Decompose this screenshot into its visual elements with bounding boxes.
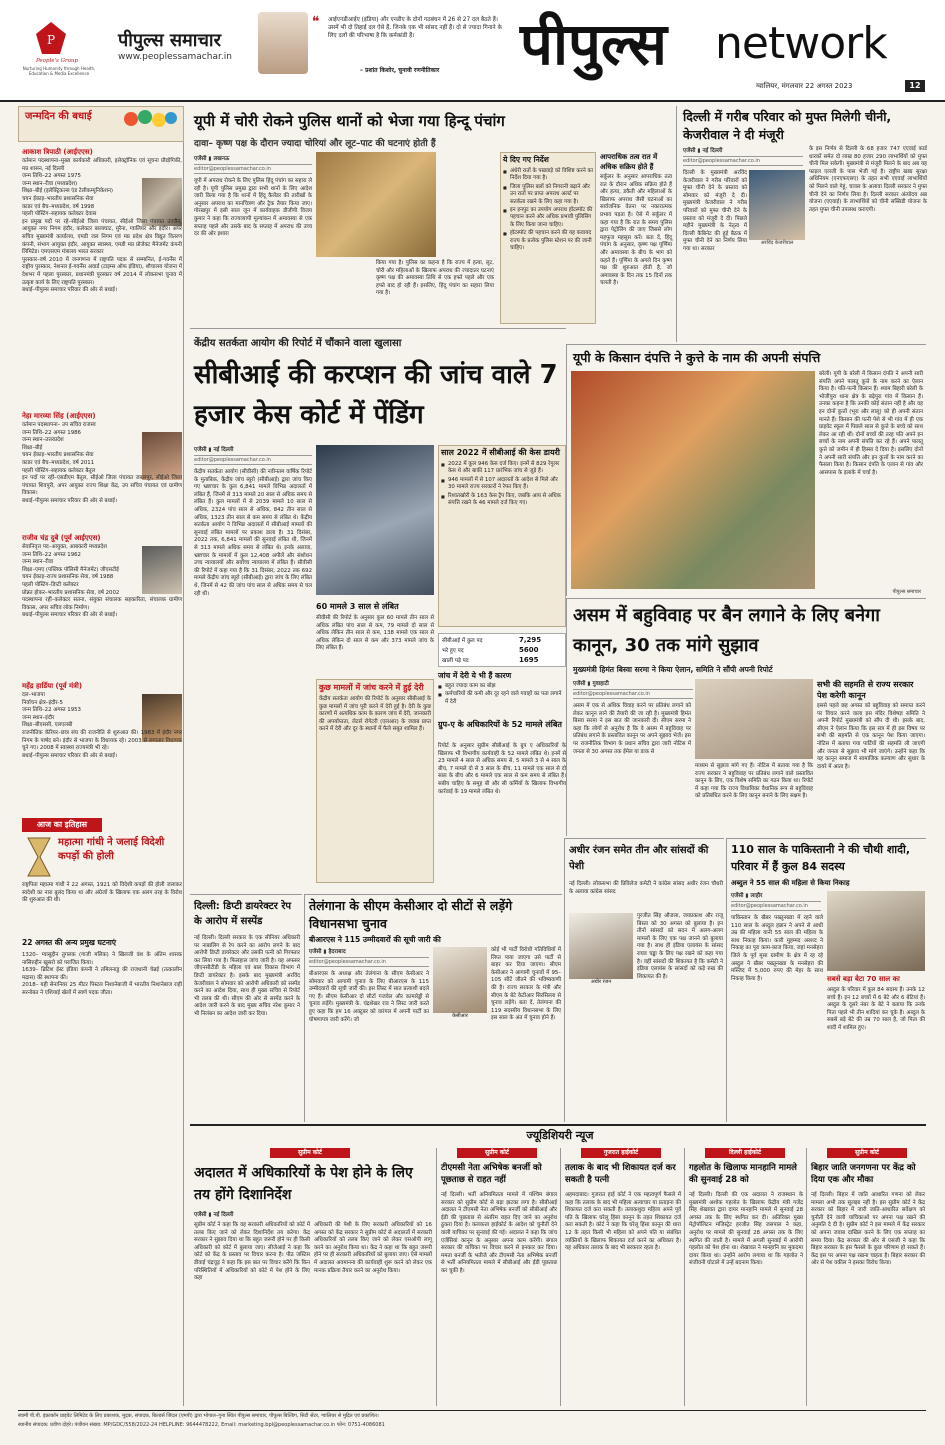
events-text: 1320– ग्यासुद्दीन तुगलक (गाजी मलिक) ने खिलजी वंश के अंतिम शासक नासिरुद्दीन खुसरो को पराजित किया। 1639– ब्रिटिश ईस्ट इंडिया कंपनी ने तमिलनाडु की राजधानी चेन्नई (तत्कालीन मद्रास) की स्थापना की। 2018– यही सेनानियर 25 मीटर पिस्टल निशानेबाजी में भारतीय निशानेबाज राही सरनोबत ने एशियाई खेलों में स्वर्ण पदक जीता। — [22, 952, 182, 996]
case-diary-item: ■ 946 मामलों में से 107 अदालतों के आदेश से मिले और 30 मामले राज्य सरकारों ने रेफर किए हैं। — [441, 477, 563, 492]
bday-name-3: राजीव चंद्र दुबे (पूर्व आईएएस) — [22, 534, 101, 542]
story-panchang-byline: एजेंसी ▮ लखनऊ — [194, 156, 230, 162]
story-cbi-title: सीबीआई की करप्शन की जांच वाले 7 हजार केस कोर्ट में पेंडिंग — [194, 360, 558, 430]
dog-couple-photo — [571, 371, 815, 589]
birthday-banner — [18, 106, 184, 142]
story-cbi — [190, 328, 566, 892]
kcr-body-1: बीआरएस के अध्यक्ष और तेलंगाना के सीएम केसीआर ने सोमवार को आगामी चुनाव के लिए बीआरएस के 115 उम्मीदवारों की सूची जारी की। इस लिस्ट में सात प्रत्याशी बदले गए हैं। सीएम केसीआर दो सीटों गजवेल और कामारेड्डी से चुनाव लड़ेंगे। मुख्यमंत्री के. चंद्रशेखर राव ने लिस्ट जारी करते हुए कहा कि हम 16 अक्टूबर को वारंगल में अपनी पार्टी का घोषणापत्र जारी करेंगे। जो — [309, 971, 431, 1023]
site-url: www.peoplessamachar.in — [118, 52, 232, 62]
story-sugar-title: दिल्ली में गरीब परिवार को मुफ्त मिलेगी चीनी, केजरीवाल ने दी मंजूरी — [683, 109, 892, 142]
page-number: 12 — [905, 80, 925, 92]
story-panchang-email: editor@peoplessamachar.co.in — [194, 164, 312, 174]
judiciary-body-1b: अधिकारी की पेशी के लिए सरकारी अधिकारियों को 16 अगस्त को केंद्र सरकार ने सुप्रीम कोर्ट से अदालतों में सरकारी अधिकारियों को तलब किए जाने को लेकर एसओपी लागू करने का अनुरोध किया था। केंद्र ने कहा था कि बहुत जरूरी होने पर ही सरकारी अधिकारियों को बुलाया जाए। ऐसे मामलों में अदालत अवमानना की कार्यवाही शुरू करने को लेकर एक मानक प्रक्रिया तैयार करने का अनुरोध किया। — [314, 1222, 434, 1274]
adhir-caption: अधीर रंजन — [590, 979, 612, 985]
balloon-icon — [119, 109, 179, 141]
judiciary-body-3: अहमदाबाद। गुजरात हाई कोर्ट ने एक महत्वपूर्ण फैसले में कहा कि तलाक के बाद भी महिला अत्याचार या प्रताड़ना की शिकायत दर्ज करा सकती है। तलाकशुदा महिला अपने पूर्व पति के खिलाफ घरेलू हिंसा कानून के तहत शिकायत दर्ज करा सकती है। कोर्ट ने कहा कि घरेलू हिंसा कानून की धारा 12 के तहत किसी भी महिला को अपने पति या संबंधित व्यक्तियों के खिलाफ शिकायत दर्ज करने का अधिकार है। यह अधिकार तलाक के बाद भी बरकरार रहता है। — [565, 1192, 683, 1252]
judiciary-title-4: गहलोत के खिलाफ मानहानि मामले की सुनवाई 28 को — [689, 1163, 797, 1185]
pakistani-body-1: पाकिस्तान के खैबर पख्तूनख्वा में रहने वाले 110 साल के अब्दुल हन्नान ने अपने से आधी उम्र की महिला यानी 55 साल की महिला के साथ निकाह किया। कारी मुहम्मद अरशद ने निकाह का पूरा काम-काज किया, जहां मनसेहरा जिले के पूर्व मूसा ग्रामीण के क्षेत्र में रह रहे अब्दुल ने खैबर पख्तूनख्वा के मनसेहरा की मस्जिद में 5,000 रुपए की मेहर के साथ निकाह किया है। — [731, 915, 825, 982]
delay-text: केंद्रीय सतर्कता आयोग की रिपोर्ट के अनुसार सीबीआई के कुछ मामलों में जांच पूरी करने में देरी हुई है। देरी के कुछ कारणों में अत्यधिक काम के कारण जांच में देरी, जानकारी की अपर्याप्तता, लेटर्स रोगेटरी (एलआर) के जवाब प्राप्त करने में देरी और दूर के स्थानों में फैले सबूत शामिल हैं। — [319, 696, 433, 733]
group-a-text: रिपोर्ट के अनुसार सुप्रीम सीबीआई के ग्रुप ए अधिकारियों के खिलाफ भी विभागीय कार्यवाही के 52 मामले लंबित थे। इनमें से 23 मामले 4 साल से अधिक समय से, 5 मामले 3 से 4 साल के बीच, 7 मामले दो से 3 साल के बीच, 11 मामले एक साल से दो साल के बीच और 6 मामले एक साल से कम समय से लंबित हैं। सबीय चाहिए के समूह बी और सी कर्मियों के खिलाफ विभागीय कार्रवाई के 19 मामले लंबित थे। — [438, 743, 568, 795]
stat-label: भरे हुए पद — [442, 648, 464, 654]
history-text: राष्ट्रपिता महात्मा गांधी ने 22 अगस्त, 1921 को विदेशी कपड़ों की होली जलाकर स्वदेशी का नारा बुलंद किया था और अंग्रेजों के खिलाफ एक अलग तरह के विरोध की शुरुआत की थी। — [22, 882, 184, 904]
stat-label: खाली पड़े पद — [442, 658, 469, 664]
group-a-title: ग्रुप-ए के अधिकारियों के 52 मामले लंबित — [438, 720, 562, 729]
quote-author: – प्रशांत किशोर, चुनावी रणनीतिकार — [360, 67, 440, 74]
pakistani-title: 110 साल के पाकिस्तानी ने की चौथी शादी, परिवार में हैं कुल 84 सदस्य — [731, 843, 911, 873]
delay-title: कुछ मामलों में जांच करने में हुई देरी — [319, 683, 424, 692]
story-pakistani — [726, 838, 926, 1122]
story-dog-property — [566, 344, 926, 596]
deputy-director-body: नई दिल्ली। दिल्ली सरकार के एक सीनियर अधिकारी पर नाबालिग से रेप करने का आरोप लगने के बाद आरोपी डिप्टी डायरेक्टर और उसकी पत्नी को गिरफ्तार कर लिया गया है। फिलहाल जांच जारी है। यह अफसर जीएनसीटीडी के महिला एवं बाल विकास विभाग में डिप्टी डायरेक्टर है। इसके बाद मुख्यमंत्री अरविंद केजरीवाल ने सोमवार को आरोपी अधिकारी को सस्पेंड करने का आदेश दिया, साथ ही मुख्य सचिव से रिपोर्ट भी तलब की थी। सीएम की ओर से सस्पेंड करने के आदेश जारी करने के बाद मुख्य सचिव नरेश कुमार ने भी निलंबन का आदेश जारी कर दिया। — [194, 935, 302, 1017]
story-assam-byline: एजेंसी ▮ गुवाहाटी — [573, 681, 609, 687]
case-diary-title: साल 2022 में सीबीआई की केस डायरी — [441, 448, 560, 457]
judiciary-card-1 — [190, 1148, 434, 1406]
case-diary-item: ■ रिश्वतखोरी के 163 केस ट्रैप किए, जबकि आय से अधिक संपत्ति रखने के 46 मामले दर्ज किए गए। — [441, 493, 563, 508]
directions-box — [500, 152, 596, 324]
direction-item: ■ अंधेरी रातों के पखवाड़े को विशिष्ट करने का निर्देश दिया गया है। — [503, 168, 593, 183]
imprint-line-2: स्थानीय संपादक: प्रवीण दोहरे। पंजीयन संख्या: MP/GDC/558/2022-24 HELPLINE: 9644478222, Email: marketing.bpl@peoplessamachar.co.in फोन: 0751-4086081 — [18, 1422, 385, 1428]
stat-value: 5600 — [519, 646, 539, 654]
delay-box — [316, 679, 434, 883]
delay-reason-list — [438, 683, 566, 707]
masthead — [0, 0, 945, 102]
stat-value: 7,295 — [519, 636, 542, 644]
bday-name-1: आकाश त्रिपाठी (आईएएस) — [22, 148, 93, 156]
brand-english: network — [715, 18, 887, 69]
story-cbi-byline: एजेंसी ▮ नई दिल्ली — [194, 447, 234, 453]
story-assam-email: editor@peoplessamachar.co.in — [573, 689, 693, 699]
kcr-email: editor@peoplessamachar.co.in — [309, 957, 429, 967]
crime-side-text: सर्कुलर के अनुसार आपराधिक तत्व रात के दौरान अधिक सक्रिय होते हैं और हत्या, डकैती और महिलाओं के खिलाफ अपराध जैसी घटनाओं का सार्वजनिक वेतना पर नकारात्मक प्रभाव पड़ता है। ऐसे में सर्कुलर में कहा गया है कि रात के समय पुलिस द्वारा पेट्रोलिंग की जाए जिससे लोग महफूज महसूस करें। बता दें, हिंदू पंचांग के अनुसार, कृष्ण पक्ष पूर्णिमा और अमावस्या के बीच के भाग को कहते हैं। पूर्णिमा के अगले दिन कृष्ण पक्ष की शुरुआत होती है, जो अमावस्या के दिन तक 15 दिनों तक चलती है। — [600, 174, 674, 287]
deputy-director-title: दिल्ली: डिप्टी डायरेक्टर रेप के आरोप में सस्पेंड — [194, 901, 292, 927]
story-panchang-body-2: किया गया है। पुलिस का कहना है कि राज्य में हत्या, लूट, चोरी और महिलाओं के खिलाफ अपराध की ज्यादातर घटनाएं कृष्ण पक्ष की अमावस्या तिथि से एक हफ्ते पहले और एक हफ्ते बाद हो रही हैं। इसलिए, हिंदू पंचांग का सहारा लिया गया है। — [376, 260, 496, 297]
pakistani-body-2: अब्दुल के परिवार में कुल 84 सदस्य हैं। उनके 12 बच्चे हैं। इन 12 बच्चों में 6 बेटे और 6 बेटियां हैं। अब्दुल के दूसरे नंबर के बेटे ने बताया कि उनके पिता पहले भी तीन शादियां कर चुके हैं। अब्दुल के सबसे बड़े बेटे की उम्र 70 साल है, जो पिता की शादी में शामिल हुए। — [827, 987, 927, 1031]
direction-item: ■ हॉटस्पॉट की पहचान करने की यह कवायद राज्य के प्रत्येक पुलिस स्टेशन पर की जानी चाहिए। — [503, 230, 593, 252]
imprint-footer — [18, 1410, 926, 1436]
kcr-deck: बीआरएस ने 115 उम्मीदवारों की सूची जारी की — [309, 935, 441, 944]
kejriwal-photo — [749, 170, 805, 240]
kcr-byline: एजेंसी ▮ हैदराबाद — [309, 949, 346, 955]
court-tag: सुप्रीम कोर्ट — [270, 1148, 350, 1158]
pakistani-email: editor@peoplessamachar.co.in — [731, 901, 821, 911]
cbi-officer-photo — [316, 445, 434, 595]
story-sugar-byline: एजेंसी ▮ नई दिल्ली — [683, 148, 723, 154]
adhir-body-2: गुरजीत सिंह औजला, जयप्रकाश और राजू बिस्ता को 30 अगस्त को बुलाया है। इन तीनों सांसदों को सदन में अलग-अलग मामलों के लिए एक पक्ष जानने को बुलाया गया है। साथ ही इंडिया एलायंस के सांसद राघव चड्ढा के लिए पक्ष रखने को कहा गया है। वहीं सांसदों की शिकायत है कि कमेटी ने इंडिया एलायंस के सांसदों को कड़े रुख की शिकायत की है। — [637, 913, 725, 980]
crime-side-title: आपराधिक तत्व रात में अधिक सक्रिय होते हैं — [600, 153, 658, 171]
dateline: ग्वालियर, मंगलवार 22 अगस्त 2023 — [756, 82, 853, 90]
kcr-photo — [433, 947, 487, 1013]
stat-label: सीबीआई में कुल पद — [442, 638, 483, 644]
paper-name: पीपुल्स समाचार — [118, 30, 221, 51]
story-deputy-director — [190, 894, 302, 1122]
history-tag: आज का इतिहास — [22, 818, 102, 832]
kcr-caption: केसीआर — [452, 1013, 468, 1019]
story-sugar — [676, 106, 929, 342]
stat-value: 1695 — [519, 656, 539, 664]
wedding-photo — [827, 891, 925, 971]
court-tag: सुप्रीम कोर्ट — [827, 1148, 907, 1158]
story-dog-body: बरेली। यूपी के बरेली में किसान दंपति ने अपनी सारी संपत्ति अपने पालतू कुत्ते के नाम करने का ऐलान किया है। पति-पत्नी किसान हैं। श्याम बिहारी बरेली के भोजीपुरा थाना क्षेत्र के बढ़ेपुरा गांव में किसान हैं। उनका कहना है कि उनकी कोई संतान नहीं है और वह इन दोनों कुत्तों (भूरा और लालू) को ही अपनी संतान मानते हैं। किसान की पत्नी पेशे से भी गांव में ही एक प्राइवेट स्कूल में पिछले साल से कुत्ते के बच्चे को साथ लेकर आ रही थीं। दोनों बच्चों की तरह पति अपने इन बच्चों के नाम अपनी संपत्ति कर रहे हैं। अपने पालतू कुत्ते को जमीन में ही हिस्सा दे दिया है। इसलिए दोनों ने अपनी सारी संपत्ति और इन कुत्तों के नाम करने का फैसला किया है। किसान दंपति के एलान से गांव और आसपास के इलाके में चर्चा है। — [819, 371, 925, 476]
adhir-body-1: नई दिल्ली। लोकसभा की प्रिविलेज कमेटी ने कांग्रेस सांसद अधीर रंजन चौधरी के अलावा कांग्रेस सांसद — [569, 881, 725, 895]
story-adhir — [564, 838, 724, 1122]
judiciary-body-1a: सुप्रीम कोर्ट ने कहा कि वह सरकारी अधिकारियों को कोर्ट में तलब किए जाने को लेकर दिशानिर्देश तय करेगा। केंद्र सरकार ने सुझाव दिया था कि बहुत जरूरी होने पर ही किसी अधिकारी को कोर्ट में बुलाया जाए। सीजेआई ने कहा कि कोर्ट को केंद्र के प्रस्ताव पर विचार करना है। पीठ जस्टिस डीवाई चंद्रचूड़ ने कहा कि इस बात पर विचार करेंगे कि किन परिस्थितियों में अधिकारियों को कोर्ट में पेश होने के लिए कहा — [194, 1222, 312, 1282]
case-diary-list — [441, 461, 563, 507]
court-tag: दिल्ली हाईकोर्ट — [705, 1148, 785, 1158]
story-assam-body-1: असम में एक से अधिक विवाह करने पर प्रतिबंध लगाने को लेकर कानून लाने की तैयारी की जा रही है। मुख्यमंत्री हिमंत बिस्वा सरमा ने इस बात की जानकारी दी। सीएम सरमा ने कहा कि लोगों से अनुरोध है कि वे असम में बहुविवाह पर प्रतिबंध लगाने के प्रस्तावित कानून पर अपने सुझाव भेजें। इस पर राजनीतिक विभाग के प्रधान सचिव द्वारा जारी नोटिस में जनता से 30 अगस्त तक ईमेल या डाक से — [573, 703, 693, 755]
pakistani-deck: अब्दुल ने 55 साल की महिला से किया निकाह — [731, 879, 850, 887]
pakistani-byline: एजेंसी ▮ लाहौर — [731, 893, 763, 899]
bday-text-3: सेवानिवृत्त पद–आयुक्त, आबकारी मध्यप्रदेश जन्म तिथि–22 अगस्त 1962 जन्म स्थान–रीवा शिक्षा–एमए (पब्लिक पॉलिसी मैनेजमेंट) जीएसटीई चयन ईकाइ–राज्य प्रशासनिक सेवा, वर्ष 1988 पहली पोस्टिंग–डिप्टी कलेक्टर प्रोन्नत होकर–भारतीय प्रशासनिक सेवा, वर्ष 2002 पदस्थापना रहीं–कलेक्टर सतना, संयुक्त संचालक सहकारिता, संचालक ग्रामीण विकास, अपर सचिव लोक निर्माण। बधाई–पीपुल्स समाचार परिवार की ओर से बधाई। — [22, 544, 182, 619]
judiciary-header: ज्यूडिशियरी न्यूज — [526, 1129, 594, 1142]
story-panchang — [190, 106, 672, 326]
quote-portrait — [258, 12, 308, 74]
adhir-photo — [569, 913, 633, 979]
judiciary-card-5 — [806, 1148, 926, 1406]
case-diary-box — [438, 445, 566, 627]
staff-stats — [438, 633, 566, 667]
group-tagline: Nurturing Humanity through Health, Education & Media Excellence — [22, 66, 96, 76]
kejriwal-caption: अरविंद केजरीवाल — [760, 240, 794, 246]
bday-text-4: दल–भाजपा निर्वाचन क्षेत्र–इंदौर-5 जन्म तिथि–22 अगस्त 1953 जन्म स्थान–इंदौर शिक्षा–बीएससी, एलएलबी राजनीतिक कॅरियर–छात्र संघ की राजनीति से शुरुआत की। 1983 में इंदौर नगर निगम के पार्षद बने। इंदौर से भाजपा के विधायक रहे। 2003 से लगातार विधायक चुने गए। 2008 में स्वास्थ्य राज्यमंत्री भी रहे। बधाई–पीपुल्स समाचार परिवार की ओर से बधाई। — [22, 692, 182, 759]
story-panchang-body-1: यूपी में अपराध रोकने के लिए पुलिस हिंदू पंचांग का सहारा ले रही है। यूपी पुलिस प्रमुख द्वारा सभी थानों के लिए आदेश जारी किया गया है कि थानों में हिंदू कैलेंडर की तारीखों के अनुसार अपराध का मानचित्रण और ट्रैक तैयार किया जाए। गोरखपुर में इसी साल जून में कार्यवाहक डीजीपी विजय कुमार ने कहा कि राज्यव्यापी मूल्यांकन में अमावस्या से एक सप्ताह पहले और उसके बाद के सप्ताह में अपराध की उच्च दर की ओर इशारा — [194, 178, 314, 238]
judiciary-section — [190, 1124, 926, 1404]
directions-list — [503, 168, 593, 252]
history-title: महात्मा गांधी ने जलाई विदेशी कपड़ों की होली — [58, 837, 165, 862]
story-panchang-title: यूपी में चोरी रोकने पुलिस थानों को भेजा गया हिन्दू पंचांग — [194, 112, 505, 130]
story-panchang-deck: दावा– कृष्ण पक्ष के दौरान ज्यादा चोरियां और लूट–पाट की घटनाएं होती हैं — [194, 139, 436, 149]
story-assam — [566, 598, 926, 836]
brand-hindi: पीपुल्स — [520, 10, 667, 78]
svg-text:P: P — [46, 33, 56, 47]
directions-title: ये दिए गए निर्देश — [503, 155, 549, 164]
kcr-body-2: कोई भी पार्टी विरोधी गतिविधियों में लिप्त पाया जाएगा उसे पार्टी से बाहर कर दिया जाएगा। सीएम केसीआर ने आगामी चुनावों में 95–105 सीटें जीतने की भविष्यवाणी की है। राज्य सरकार के मंत्री और सीएम के बेटे केटीआर सिरसिल्ला से चुनाव लड़ेंगे। बता दें, तेलंगाना की 119 सदस्यीय विधानसभा के लिए इस साल के अंत में चुनाव होने हैं। — [491, 947, 563, 1022]
direction-item: ■ जिला पुलिस बलों को निगरानी बढ़ाने और उन रातों पर प्राप्त अपराध अलर्ट पर सतर्कता रखने के लिए कहा गया है। — [503, 184, 593, 206]
story-cbi-body: केंद्रीय सतर्कता आयोग (सीवीसी) की नवीनतम वार्षिक रिपोर्ट के मुताबिक, केंद्रीय जांच ब्यूरो (सीबीआई) द्वारा जांच किए गए भ्रष्टाचार के कुल 6,841 मामले विभिन्न अदालतों में लंबित हैं, जिनमें से 313 मामले 20 साल से अधिक समय से लंबित हैं। कुल मामलों में से 2039 मामले 10 साल से अधिक, 2324 पांच साल से अधिक, 842 तीन साल से अधिक, 1323 तीन साल से कम समय से लंबित थे। केंद्रीय सतर्कता आयोग ने विभिन्न अदालतों में सीबीआई मामलों की सुनवाई लंबित मामलों पर प्रकाश डाला है। 31 दिसंबर, 2022 तक, 6,841 मामलों की सुनवाई लंबित थी, जिनमें से 313 मामले अधिक समय से लंबित थे। इनके अलावा, भ्रष्टाचार के मामलों में कुल 12,408 अपीलें और संशोधन उच्च न्यायालयों और सर्वोच्च न्यायालय में लंबित हैं। सीवीसी की रिपोर्ट में कहा गया है कि 31 दिसंबर, 2022 तक 692 मामले केंद्रीय जांच ब्यूरो (सीबीआई) द्वारा जांच के लिए लंबित थे, जिनमें से 42 की जांच पांच साल से अधिक समय से चल रही थी। — [194, 469, 314, 597]
judiciary-card-4 — [684, 1148, 804, 1406]
story-cbi-kicker: केंद्रीय सतर्कता आयोग की रिपोर्ट में चौंकाने वाला खुलासा — [194, 338, 402, 349]
judiciary-card-2 — [436, 1148, 558, 1406]
assam-side-text: इससे पहले छह अगस्त को बहुविवाह को समाप्त करने पर विचार करने वाला इस मंदिर विशेषज्ञ समिति ने अपनी रिपोर्ट मुख्यमंत्री को सौंप दी थी। इसके बाद, सीएम ने ऐलान किया कि इस सत्र में ही इस विषय पर सभी की सहमति से एक कानून पेश किया जाएगा। नोटिस में बताया गया पार्टियों की सहमति ली जाएगी और जनता से सुझाव भी मांगे जाएंगे। उन्होंने कहा कि यह कानून समाज में सामाजिक कल्याण और सुधार के दायरे में आता है। — [817, 703, 927, 770]
story-sugar-email: editor@peoplessamachar.co.in — [683, 156, 803, 166]
judiciary-body-2: नई दिल्ली। भर्ती अनियमितता मामले में पश्चिम बंगाल सरकार को सुप्रीम कोर्ट से बड़ा झटका लगा है। सीबीआई अदालत ने टीएमसी नेता अभिषेक बनर्जी को सीबीआई और ईडी की पूछताछ से अंतरिम राहत दिए जाने का अनुरोध ठुकरा दिया है। कलकत्ता हाईकोर्ट के आदेश को चुनौती देने वाली याचिका पर सुनवाई की गई। अदालत ने कहा कि जांच एजेंसियां कानून के अनुसार अपना काम करेंगी। बंगाल सरकार की याचिका पर विचार करने से इनकार कर दिया। ममता बनर्जी के भतीजे और टीएमसी नेता अभिषेक बनर्जी से भर्ती अनियमितता मामले में सीबीआई और ईडी पूछताछ कर चुकी है। — [441, 1192, 559, 1274]
imprint-line-1: स्वामी पी.पी. इंफ्राकॉन प्राइवेट लिमिटेड के लिए प्रकाशक, मुद्रक, संपादक, बिल्डर्स जिंदल (एमपी) द्वारा भोपाल–गुना स्थित पीपुल्स समाचार, पीपुल्स बिल्डिंग, सिटी सेंटर, ग्वालियर से मुद्रित एवं प्रकाशित। — [18, 1413, 379, 1419]
assam-side-title: सभी की सहमति से राज्य सरकार पेश करेगी कानून — [817, 680, 914, 700]
events-title: 22 अगस्त की अन्य प्रमुख घटनाएं — [22, 938, 116, 947]
himanta-photo — [695, 679, 813, 759]
police-uniform-photo — [316, 152, 436, 257]
judiciary-byline-1: एजेंसी ▮ नई दिल्ली — [194, 1212, 234, 1218]
bday-name-2: नेहा मारव्या सिंह (आईएएस) — [22, 412, 96, 420]
kcr-title: तेलंगाना के सीएम केसीआर दो सीटों से लड़ेंगे विधानसभा चुनाव — [309, 898, 513, 931]
judiciary-title-1: अदालत में अधिकारियों के पेश होने के लिए तय होंगे दिशानिर्देश — [194, 1165, 413, 1203]
delay-reason-item: ■ कर्मचारियों की कमी और दूर रहने वाले गवाहों का पता लगाने में देरी — [438, 691, 566, 706]
court-tag: सुप्रीम कोर्ट — [457, 1148, 537, 1158]
peoples-group-logo — [30, 20, 72, 56]
story-sugar-body-1: दिल्ली के मुख्यमंत्री अरविंद केजरीवाल ने गरीब परिवारों को मुफ्त चीनी देने के प्रस्ताव को सोमवार को मंजूरी दे दी। मुख्यमंत्री केजरीवाल ने गरीब परिवारों को मुफ्त चीनी देने के प्रस्ताव को मंजूरी दे दी। पिछले महीने मुख्यमंत्री के नेतृत्व में दिल्ली कैबिनेट की हुई बैठक में मुफ्त चीनी देने का निर्णय लिया गया था। सरकार — [683, 170, 749, 252]
quote-text: आईएनडीआईए (इंडिया) और एनडीए के दोनों गठबंधन में 26 से 27 दल बैठते हैं। उसमें भी दो तिहाई दल ऐसे हैं, जिनके एक भी सांसद नहीं हैं। दो से ज्यादा गिनाने के लिए दलों की परिभाषा है कि कर्मकांडी हैं। — [328, 17, 502, 39]
pending-60-title: 60 मामले 3 साल से लंबित — [316, 602, 399, 611]
bday-text-1: वर्तमान पदस्थापना–मुख्य कार्यकारी अधिकारी, इलेक्ट्रॉनिक एवं सूचना प्रौद्योगिकी, मप्र शासन, नई दिल्ली जन्म तिथि–22 अगस्त 1975 जन्म स्थान–रीवा (मध्यप्रदेश) शिक्षा–बीई (इलेक्ट्रिकल्स एंड टेलीकम्यूनिकेशन) चयन ईकाइ–भारतीय प्रशासनिक सेवा काडर एवं बैच–मध्यप्रदेश, वर्ष 1998 पहली पोस्टिंग–सहायक कलेक्टर देवास इन प्रमुख पदों पर रहे–सीईओ जिला पंचायत, सीईओ जिला पंचायत उज्जैन, आयुक्त नगर निगम इंदौर, कलेक्टर बालाघाट, मुरैना, ग्वालियर और इंदौर। अपर सचिव मुख्यमंत्री कार्यालय, एमडी जल निगम एवं मप्र प्रदेश क्षेत्र विद्युत वितरण कंपनी, संभाग आयुक्त इंदौर, आयुक्त स्वास्थ्य, एमडी मप्र प्रोजेक्ट मैनेजमेंट कंपनी लिमिटेड। एमएसएम मंत्रालय भारत सरकार पुरस्कार–वर्ष 2010 में जनगणना में राष्ट्रपति पदक से सम्मानित, ई-गवर्नेंस में राष्ट्रीय पुरस्कार, नेशनल ई-गवर्नेंस अवार्ड (टाइम्स ऑफ इंडिया), शौचालय योजना में देशभर में पहला पुरस्कार, प्रधानमंत्री पुरस्कार वर्ष 2014 में लोकसभा चुनाव में उत्कृष्ट कार्य के लिए राष्ट्रपति पुरस्कार। बधाई–पीपुल्स समाचार परिवार की ओर से बधाई। — [22, 158, 182, 294]
story-assam-deck: मुख्यमंत्री हिमंत बिस्वा सरमा ने किया ऐलान, समिति ने सौंपी अपनी रिपोर्ट — [573, 665, 773, 674]
hourglass-icon — [24, 836, 54, 878]
story-assam-body-2: माध्यम से सुझाव मांगे गए हैं। नोटिस में बताया गया है कि राज्य सरकार ने बहुविवाह पर प्रतिबंध लगाने वाले प्रस्तावित कानून के लिए, एक विशेष समिति का गठन किया था। रिपोर्ट में कहा गया कि राज्य विधायिका वैधानिक रूप से बहुविवाह को प्रतिबंधित करने के लिए कानून बनाने के लिए सक्षम है। — [695, 763, 815, 800]
birthday-title: जन्मदिन की बधाई — [25, 111, 92, 122]
judiciary-card-3 — [560, 1148, 682, 1406]
judiciary-body-4: नई दिल्ली। दिल्ली की एक अदालत ने राजस्थान के मुख्यमंत्री अशोक गहलोत के खिलाफ केंद्रीय मंत्री गजेंद्र सिंह शेखावत द्वारा दायर मानहानि मामले में सुनवाई 28 अगस्त तक के लिए स्थगित कर दी। अतिरिक्त मुख्य मेट्रोपॉलिटन मजिस्ट्रेट हरजीत सिंह जसपाल ने कहा, अनुरोध पर मामले की सुनवाई 28 अगस्त तक के लिए स्थगित की जाती है। मामले में अगली सुनवाई में आरोपी गहलोत को पेश होना था। शेखावत ने मानहानि का मुकदमा दायर किया था। उन्होंने आरोप लगाया था कि गहलोत ने संजीवनी घोटाले में उन्हें बदनाम किया। — [689, 1192, 805, 1267]
direction-item: ■ इन इनपुट का उपयोग अपराध हॉटस्पॉट की पहचान करने और अधिक प्रभावी पुलिसिंग के लिए किया जाना चाहिए। — [503, 207, 593, 229]
judiciary-body-5: नई दिल्ली। बिहार में जाति आधारित गणना को लेकर मामला अभी तक सुलझा नहीं है। इस सुप्रीम कोर्ट ने केंद्र सरकार को बिहार में जारी जाति-आधारित सर्वेक्षण को चुनौती देने वाली याचिकाओं पर अपना पक्ष रखने की अनुमति दे दी है। सुप्रीम कोर्ट ने इस मामले में केंद्र सरकार को अपना जवाब दाखिल करने के लिए एक सप्ताह का समय दिया। केंद्र सरकार की ओर से एसजी ने कहा कि बिहार सरकार के इस फैसले के कुछ परिणाम हो सकते हैं। केंद्र इस पर अपना पक्ष रखना चाहता है। बिहार सरकार की ओर से पेश वकील ने इसका विरोध किया। — [811, 1192, 927, 1267]
group-name: People's Group — [35, 58, 79, 64]
pending-60-text: सीवीसी की रिपोर्ट के अनुसार कुल 60 मामले तीन साल से अधिक लंबित पांच साल से कम, 79 मामले दो साल से अधिक लेकिन तीन साल से कम, 138 मामले एक साल से अधिक लेकिन दो साल से कम और 373 मामले जांच के लिए लंबित हैं। — [316, 615, 436, 652]
story-assam-title: असम में बहुविवाह पर बैन लगाने के लिए बनेगा कानून, 30 तक मांगे सुझाव — [573, 605, 880, 656]
judiciary-title-3: तलाक के बाद भी शिकायत दर्ज कर सकती है पत्नी — [565, 1163, 676, 1185]
dog-photo-credit: पीपुल्स समाचार — [892, 589, 921, 595]
judiciary-title-5: बिहार जाति जनगणना पर केंद्र को दिया एक और मौका — [811, 1163, 916, 1185]
story-kcr — [304, 894, 562, 1122]
eldest-son-title: सबसे बड़ा बेटा 70 साल का — [827, 975, 900, 983]
left-column — [18, 106, 184, 1406]
story-dog-title: यूपी के किसान दंपत्ति ने कुत्ते के नाम की अपनी संपत्ति — [573, 350, 821, 365]
judiciary-title-2: टीएमसी नेता अभिषेक बनर्जी को पूछताछ से राहत नहीं — [441, 1163, 542, 1185]
bday-name-4: महेंद्र हार्डिया (पूर्व मंत्री) — [22, 682, 83, 690]
story-cbi-email: editor@peoplessamachar.co.in — [194, 455, 312, 465]
case-diary-item: ■ 2022 में कुल 946 केस दर्ज किए। इनमें से 829 रेगुलर केस थे और बाकी 117 प्रारंभिक जांच से जुड़े हैं। — [441, 461, 563, 476]
bday-text-2: वर्तमान पदस्थापना– उप सचिव राजस्व जन्म तिथि–22 अगस्त 1986 जन्म स्थान–उत्तरप्रदेश शिक्षा–बीई चयन ईकाइ–भारतीय प्रशासनिक सेवा काडर एवं बैच–मध्यप्रदेश, वर्ष 2011 पहली पोस्टिंग–सहायक कलेक्टर बैतूल इन पदों पर रहीं–एसडीएम बैतूल, सीईओ जिला पंचायत जबलपुर, सीईओ जिला पंचायत शिवपुरी, अपर आयुक्त राज्य शिक्षा केंद्र, उप सचिव पंचायत एवं ग्रामीण विकास। बधाई–पीपुल्स समाचार परिवार की ओर से बधाई। — [22, 422, 182, 504]
delay-reason-title: जांच में देरी ये भी हैं कारण — [438, 671, 512, 680]
story-sugar-body-2: के इस निर्णय से दिल्ली के 68 हजार 747 एएवाई कार्ड धारकों समेत दो लाख 80 हजार 290 लाभार्थियों को मुफ्त चीनी मिल सकेगी। मुख्यमंत्री से मंजूरी मिलने के बाद अब यह फाइल एलजी के पास भेजी गई है। राष्ट्रीय खाद्य सुरक्षा अधिनियम (एनएफएसए) के तहत सभी एएवाई लाभार्थियों को मिलने वाले गेहूं, चावल के अलावा दिल्ली सरकार ने मुफ्त चीनी देने का निर्णय लिया है। दिल्ली सरकार अंत्योदय अन्न योजना (एएवाई) के लाभार्थियों को चीनी सब्सिडी योजना के तहत मुफ्त चीनी उपलब्ध कराएगी। — [809, 146, 929, 213]
adhir-title: अधीर रंजन समेत तीन और सांसदों की पेशी — [569, 845, 709, 872]
delay-reason-item: ■ बहुत ज्यादा काम का बोझ — [438, 683, 566, 690]
quote-icon: ❝ — [312, 14, 320, 30]
court-tag: गुजरात हाईकोर्ट — [581, 1148, 661, 1158]
